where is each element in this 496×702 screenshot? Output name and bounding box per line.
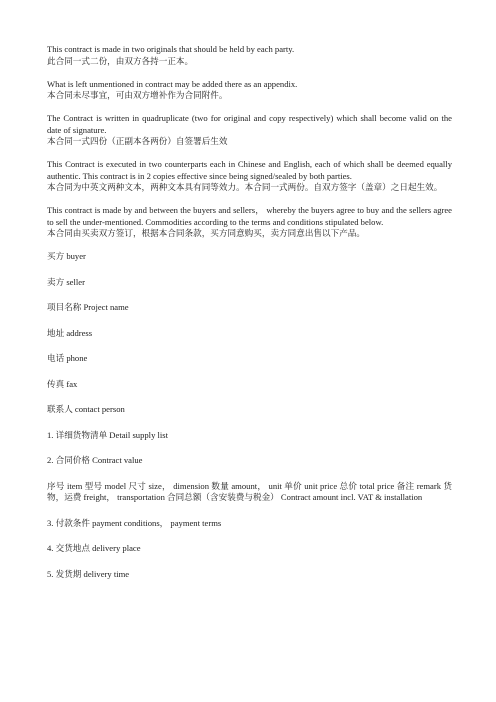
paragraph-en: This contract is made by and between the buyers and sellers， whereby the buyers agree to buy and the sellers agree to sell the under-mentioned. Commodities according to the terms and conditions stipulated below. bbox=[47, 205, 452, 227]
paragraph-zh: 本合同未尽事宜，可由双方增补作为合同附件。 bbox=[47, 90, 228, 100]
paragraph-zh: 本合同为中英文两种文本，两种文本具有同等效力。本合同一式两份。自双方签字（盖章）之日起生效。 bbox=[47, 182, 443, 192]
paragraph-counterparts bbox=[47, 159, 452, 194]
paragraph-originals bbox=[47, 44, 452, 67]
paragraph-en: The Contract is written in quadruplicate (two for original and copy respectively) which shall become valid on the date of signature. bbox=[47, 113, 452, 135]
paragraph-agreement bbox=[47, 205, 452, 240]
paragraph-zh: 本合同由买卖双方签订，根据本合同条款，买方同意购买，卖方同意出售以下产品。 bbox=[47, 228, 365, 238]
contract-text bbox=[47, 44, 452, 594]
paragraph-en: This Contract is executed in two counterparts each in Chinese and English, each of which shall be deemed equally authentic. This contract is in 2 copies effective since being signed/sealed by both parties. bbox=[47, 159, 452, 181]
section-contract-value: 2. 合同价格 Contract value bbox=[47, 455, 143, 465]
section-payment-conditions: 3. 付款条件 payment conditions， payment terms bbox=[47, 517, 222, 528]
project-name-line: 项目名称 Project name bbox=[47, 302, 129, 312]
address-line: 地址 address bbox=[47, 327, 93, 338]
contact-person-line: 联系人 contact person bbox=[47, 404, 125, 414]
phone-line: 电话 phone bbox=[47, 353, 88, 363]
fax-line: 传真 fax bbox=[47, 378, 78, 389]
paragraph-zh: 此合同一式二份，由双方各持一正本。 bbox=[47, 55, 194, 66]
section-supply-list: 1. 详细货物清单 Detail supply list bbox=[47, 429, 169, 440]
paragraph-en: This contract is made in two originals that should be held by each party. bbox=[47, 44, 295, 54]
section-delivery-time: 5. 发货期 delivery time bbox=[47, 568, 130, 579]
paragraph-en: What is left unmentioned in contract may be added there as an appendix. bbox=[47, 78, 298, 89]
seller-line: 卖方 seller bbox=[47, 276, 85, 287]
buyer-line: 买方 buyer bbox=[47, 251, 86, 261]
section-delivery-place: 4. 交货地点 delivery place bbox=[47, 543, 141, 553]
paragraph-appendix bbox=[47, 79, 452, 102]
paragraph-quadruplicate bbox=[47, 113, 452, 148]
paragraph-zh: 本合同一式四份（正副本各两份）自签署后生效 bbox=[47, 136, 228, 146]
value-columns-line: 序号 item 型号 model 尺寸 size， dimension 数量 amount， unit 单价 unit price 总价 total price 备注 remark 货物，运费 freight， transportation 合同总额（含安装费与税金） Contract amount incl. VAT & installation bbox=[47, 480, 452, 502]
